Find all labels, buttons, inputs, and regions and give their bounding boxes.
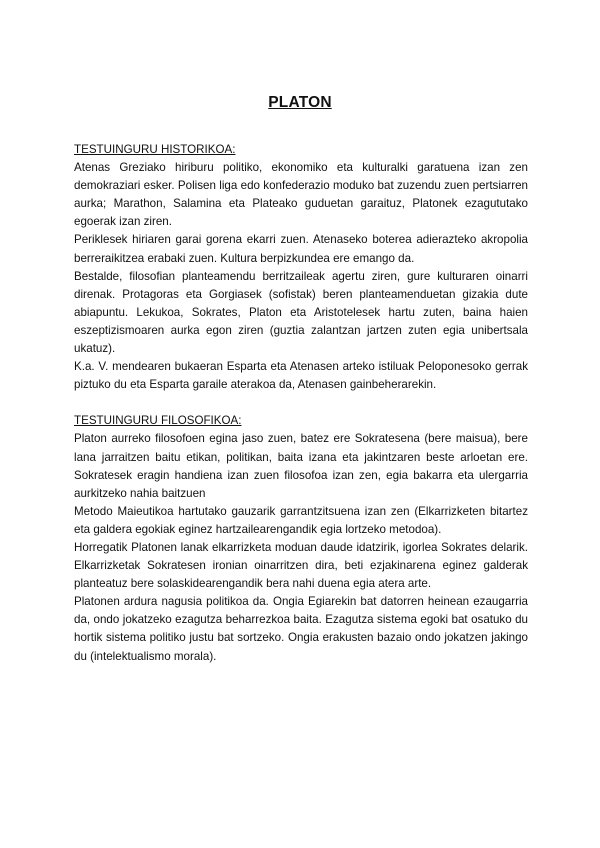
paragraph: Horregatik Platonen lanak elkarrizketa moduan daude idatzirik, igorlea Sokrates delarik. Elkarrizketak Sokratesen ironian oinarritzen dira, beti ezjakinarena eginez galderak planteatuz bere solaskidearengandik bera nahi duena egia atera arte.	[74, 540, 528, 591]
section-heading: TESTUINGURU FILOSOFIKOA:	[74, 414, 242, 428]
paragraph: K.a. V. mendearen bukaeran Esparta eta Atenasen arteko istiluak Peloponesoko gerrak piztuko du eta Esparta garaile aterakoa da, Atenasen gainbeherarekin.	[74, 360, 528, 392]
paragraph: Atenas Greziako hiriburu politiko, ekonomiko eta kulturalki garatuena izan zen demokraziari esker. Polisen liga edo konfederazio moduko bat zuzendu zuen pertsiarren aurka; Marathon, Salamina eta Plateako guduetan garaituz, Platonek ezagututako egoerak izan ziren.	[74, 161, 528, 229]
paragraph: Platon aurreko filosofoen egina jaso zuen, batez ere Sokratesena (bere maisua), bere lana jarraitzen baitu etikan, politikan, baita izana eta jakintzaren beste arloetan ere. Sokratesek eragin handiena izan zuen filosofoa izan zen, egia bakarra eta ulergarria aurkitzeko nahia baitzuen	[74, 432, 528, 500]
paragraph: Periklesek hiriaren garai gorena ekarri zuen. Atenaseko boterea adierazteko akropolia berreraikitzea erabaki zuen. Kultura berpizkundea ere emango da.	[74, 233, 528, 265]
paragraph: Metodo Maieutikoa hartutako gauzarik garrantzitsuena izan zen (Elkarrizketen bitartez eta galdera egokiak eginez hartzailearengandik egia lortzeko metodoa).	[74, 504, 528, 536]
paragraph: Bestalde, filosofian planteamendu berritzaileak agertu ziren, gure kulturaren oinarri direnak. Protagoras eta Gorgiasek (sofistak) beren planteamenduetan gizakia dute abiapuntu. Lekukoa, Sokrates, Platon eta Aristotelesek hartu zuten, baina haien eszeptizismoaren aurka egon ziren (guztia zalantzan jartzen zuten egia unibertsala ukatuz).	[74, 269, 528, 356]
paragraph: Platonen ardura nagusia politikoa da. Ongia Egiarekin bat datorren heinean ezaugarria da, ondo jokatzeko ezagutza beharrezkoa baita. Ezagutza sistema egoki bat osatuko du hortik sistema politiko justu bat sortzeko. Ongia erakusten bazaio ondo jokatzen jakingo du (intelektualismo morala).	[74, 595, 528, 663]
section-spacer	[74, 394, 528, 412]
section-historical-context	[74, 141, 528, 394]
document-body	[74, 141, 528, 666]
section-heading: TESTUINGURU HISTORIKOA:	[74, 143, 236, 156]
section-philosophical-context	[74, 412, 528, 665]
document-title: PLATON	[268, 94, 332, 111]
